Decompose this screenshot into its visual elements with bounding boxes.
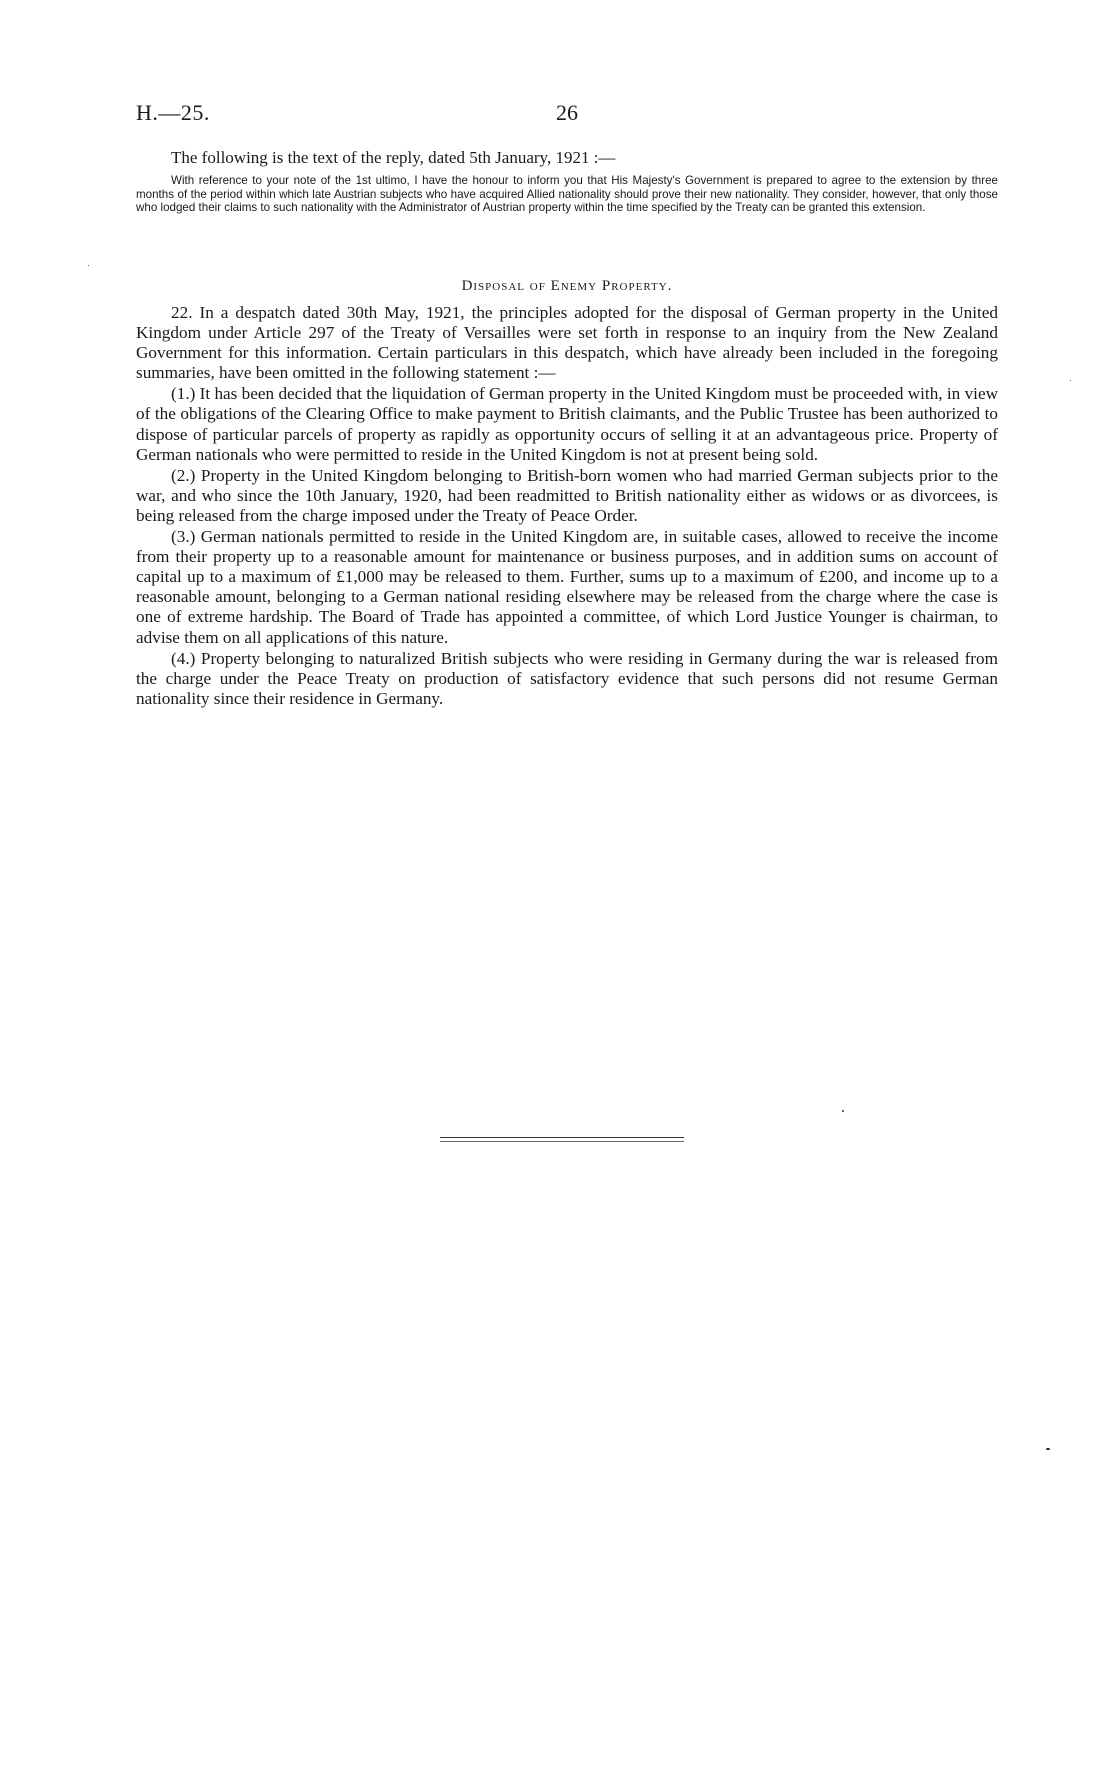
closing-rule-secondary bbox=[440, 1141, 684, 1142]
body-text bbox=[136, 303, 998, 710]
document-reference: H.—25. bbox=[136, 100, 210, 125]
closing-rule bbox=[440, 1137, 684, 1138]
scan-speck bbox=[1070, 380, 1071, 381]
paragraph-2: (2.) Property in the United Kingdom belonging to British-born women who had married German subjects prior to the war, and who since the 10th January, 1920, had been readmitted to British nationality either as widows or as divorcees, is being released from the charge imposed under the Treaty of Peace Order. bbox=[136, 465, 998, 525]
page-number: 26 bbox=[556, 100, 578, 125]
scan-speck bbox=[842, 1110, 844, 1112]
paragraph-22: 22. In a despatch dated 30th May, 1921, the principles adopted for the disposal of German property in the United Kingdom under Article 297 of the Treaty of Versailles were set forth in response to an inquiry from the New Zealand Government for this information. Certain particulars in this despatch, which have already been included in the foregoing summaries, have been omitted in the following statement :— bbox=[136, 303, 998, 383]
scan-speck bbox=[1046, 1448, 1050, 1450]
paragraph-1: (1.) It has been decided that the liquidation of German property in the United Kingdom must be proceeded with, in view of the obligations of the Clearing Office to make payment to British claimants, and the Public Trustee has been authorized to dispose of particular parcels of property as rapidly as opportunity occurs of selling it at an advantageous price. Property of German nationals who were permitted to reside in the United Kingdom is not at present being sold. bbox=[136, 384, 998, 464]
intro-line: The following is the text of the reply, dated 5th January, 1921 :— bbox=[171, 148, 616, 167]
reply-text: With reference to your note of the 1st ultimo, I have the honour to inform you that His Majesty's Government is prepared to agree to the extension by three months of the period within which late Austrian subjects who have acquired Allied nationality should prove their new nationality. They consider, however, that only those who lodged their claims to such nationality with the Administrator of Austrian property within the time specified by the Treaty can be granted this extension. bbox=[136, 174, 998, 215]
paragraph-4: (4.) Property belonging to naturalized British subjects who were residing in Germany during the war is released from the charge under the Peace Treaty on production of satisfactory evidence that such persons did not resume German nationality since their residence in Germany. bbox=[136, 648, 998, 708]
page-header bbox=[136, 100, 998, 130]
scan-speck bbox=[88, 265, 89, 266]
paragraph-3: (3.) German nationals permitted to reside in the United Kingdom are, in suitable cases, allowed to receive the income from their property up to a reasonable amount for maintenance or business purposes, and in addition sums on account of capital up to a maximum of £1,000 may be released to them. Further, sums up to a maximum of £200, and income up to a reasonable amount, belonging to a German national residing elsewhere may be released from the charge where the case is one of extreme hardship. The Board of Trade has appointed a committee, of which Lord Justice Younger is chairman, to advise them on all applications of this nature. bbox=[136, 527, 998, 647]
section-title: Disposal of Enemy Property. bbox=[461, 278, 673, 294]
